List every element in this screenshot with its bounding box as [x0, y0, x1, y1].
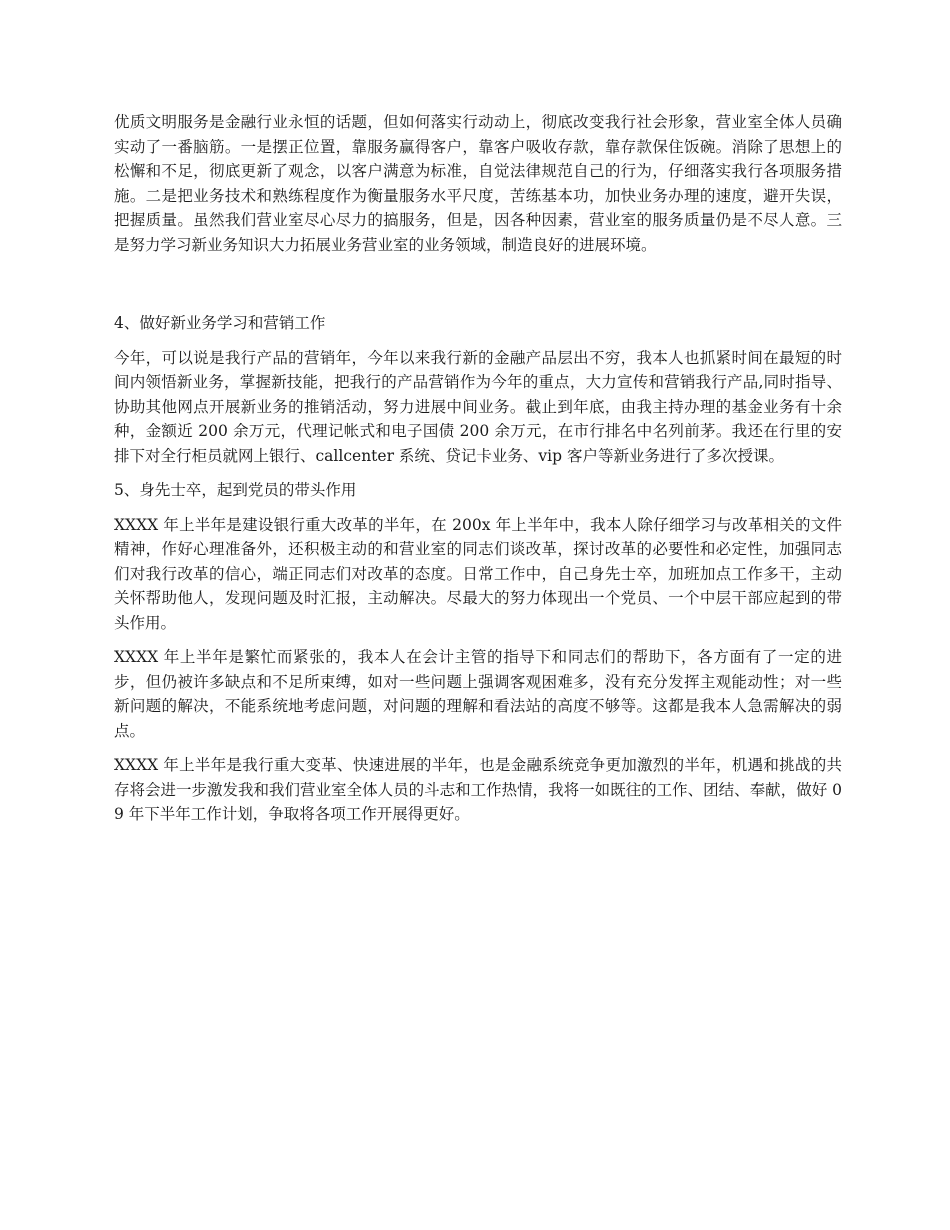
reflection-paragraph: XXXX 年上半年是繁忙而紧张的，我本人在会计主管的指导下和同志们的帮助下，各方面有了一定的进步，但仍被许多缺点和不足所束缚，如对一些问题上强调客观困难多，没有充分发挥主观能动性；对一些新问题的解决，不能系统地考虑问题，对问题的理解和看法站的高度不够等。这都是我本人急需解决的弱点。: [114, 648, 842, 740]
section-5-heading: 5、身先士卒，起到党员的带头作用: [114, 481, 357, 499]
intro-paragraph: 优质文明服务是金融行业永恒的话题，但如何落实行动动上，彻底改变我行社会形象，营业室全体人员确实动了一番脑筋。一是摆正位置，靠服务赢得客户，靠客户吸收存款，靠存款保住饭碗。消除了思想上的松懈和不足，彻底更新了观念，以客户满意为标准，自觉法律规范自己的行为，仔细落实我行各项服务措施。二是把业务技术和熟练程度作为衡量服务水平尺度，苦练基本功，加快业务办理的速度，避开失误，把握质量。虽然我们营业室尽心尽力的搞服务，但是，因各种因素，营业室的服务质量仍是不尽人意。三是努力学习新业务知识大力拓展业务营业室的业务领域，制造良好的进展环境。: [114, 113, 842, 254]
section-4-paragraph: 今年，可以说是我行产品的营销年，今年以来我行新的金融产品层出不穷，我本人也抓紧时间在最短的时间内领悟新业务，掌握新技能，把我行的产品营销作为今年的重点，大力宣传和营销我行产品,同时指导、协助其他网点开展新业务的推销活动，努力进展中间业务。截止到年底，由我主持办理的基金业务有十余种，金额近 200 余万元，代理记帐式和电子国债 200 余万元，在市行排名中名列前茅。我还在行里的安排下对全行柜员就网上银行、callcenter 系统、贷记卡业务、vip 客户等新业务进行了多次授课。: [114, 348, 842, 465]
section-5-paragraph: XXXX 年上半年是建设银行重大改革的半年，在 200x 年上半年中，我本人除仔细学习与改革相关的文件精神，作好心理准备外，还积极主动的和营业室的同志们谈改革，探讨改革的必要性和必定性，加强同志们对我行改革的信心，端正同志们对改革的态度。日常工作中，自己身先士卒，加班加点工作多干，主动关怀帮助他人，发现问题及时汇报，主动解决。尽最大的努力体现出一个党员、一个中层干部应起到的带头作用。: [114, 515, 842, 632]
document-page: [114, 110, 842, 837]
closing-paragraph: XXXX 年上半年是我行重大变革、快速进展的半年，也是金融系统竞争更加激烈的半年，机遇和挑战的共存将会进一步激发我和我们营业室全体人员的斗志和工作热情，我将一如既往的工作、团结、奉献，做好 09 年下半年工作计划，争取将各项工作开展得更好。: [114, 756, 842, 823]
section-spacer: [114, 267, 842, 311]
section-4-heading: 4、做好新业务学习和营销工作: [114, 314, 326, 332]
